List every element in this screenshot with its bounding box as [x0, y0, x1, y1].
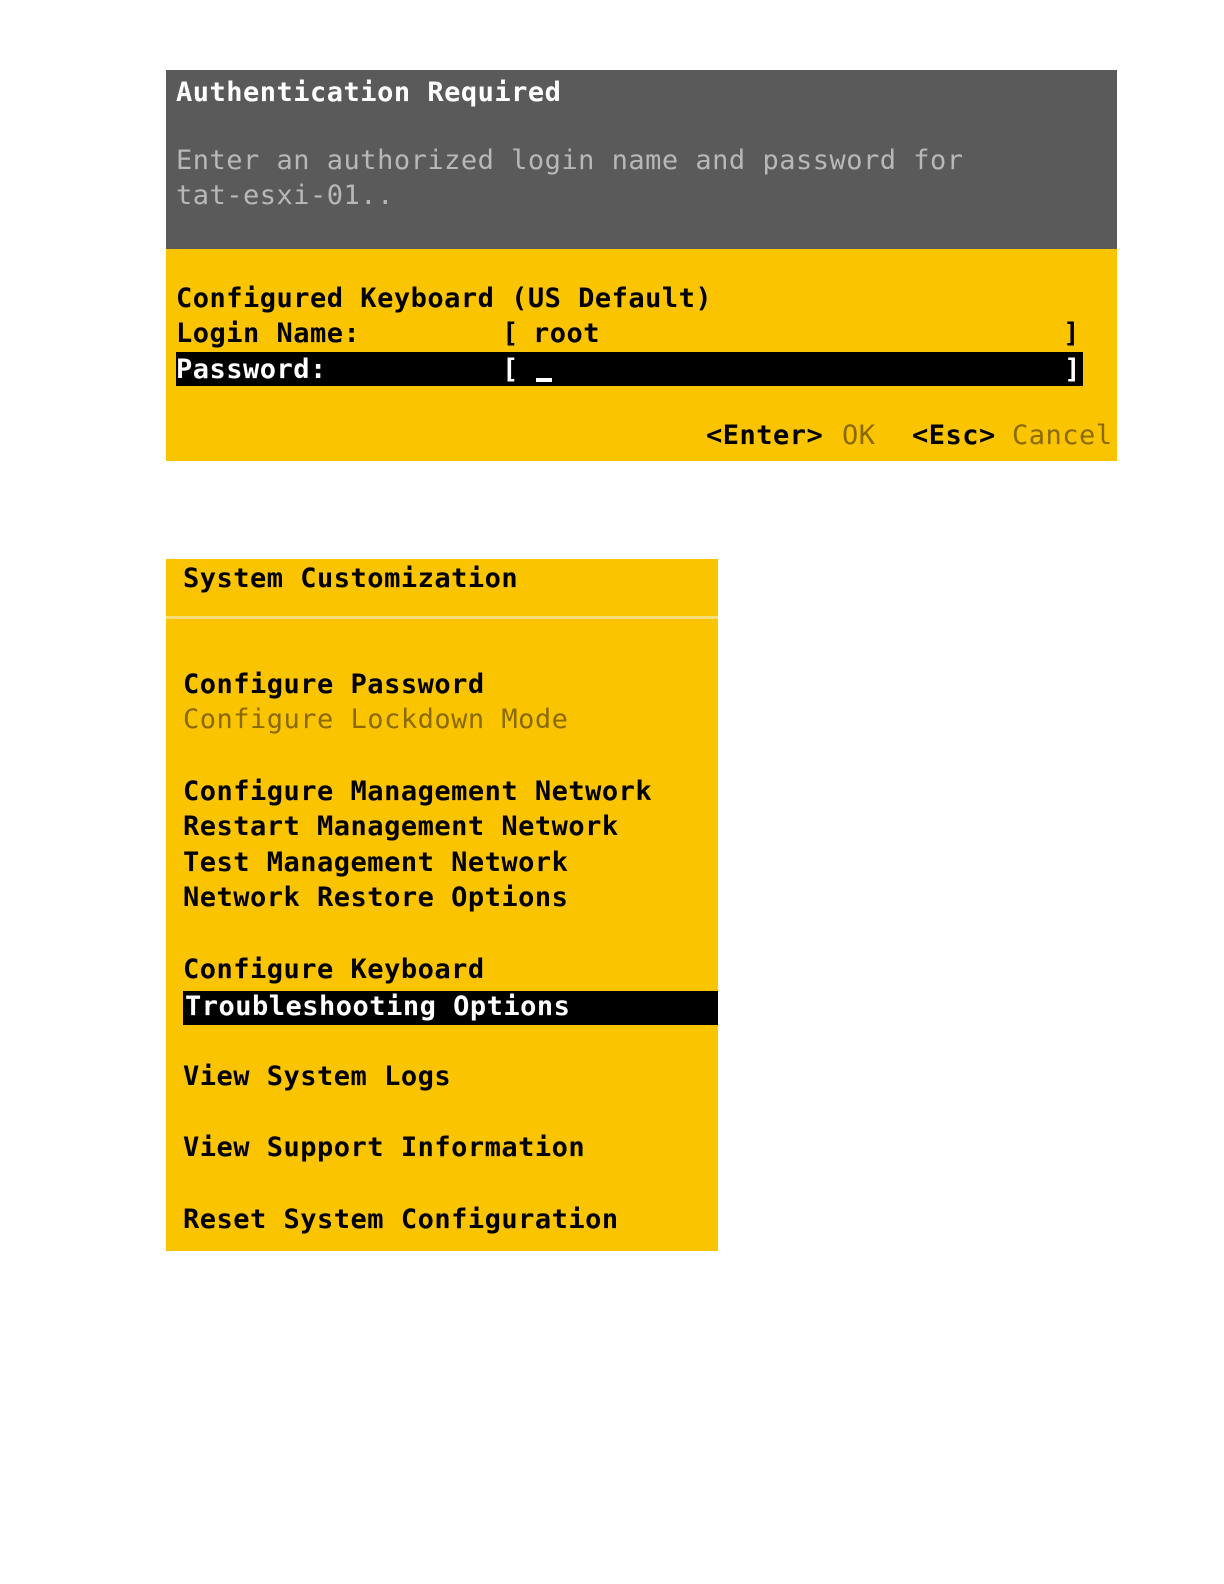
system-customization-panel: [166, 559, 718, 1251]
password-field[interactable]: [176, 352, 1083, 386]
menu-item-troubleshooting-options[interactable]: [183, 991, 718, 1025]
auth-dialog-header: [166, 70, 1117, 249]
enter-key-hint[interactable]: <Enter>: [706, 420, 824, 451]
menu-item-restart-management-network[interactable]: Restart Management Network: [183, 811, 619, 842]
ok-button[interactable]: OK: [842, 420, 876, 451]
login-name-bracket-close: ]: [1063, 318, 1080, 349]
configured-keyboard-label: Configured Keyboard (US Default): [176, 283, 713, 314]
auth-dialog-description: Enter an authorized login name and password for: [176, 145, 964, 176]
menu-item-view-support-information[interactable]: View Support Information: [183, 1132, 586, 1163]
login-name-bracket-open: [: [502, 318, 519, 349]
menu-item-configure-password[interactable]: Configure Password: [183, 669, 485, 700]
login-name-field[interactable]: [176, 316, 1082, 350]
menu-item-configure-management-network[interactable]: Configure Management Network: [183, 776, 653, 807]
menu-item-configure-keyboard[interactable]: Configure Keyboard: [183, 954, 485, 985]
login-name-label: Login Name:: [176, 318, 361, 349]
esc-key-hint[interactable]: <Esc>: [912, 420, 996, 451]
menu-item-reset-system-configuration[interactable]: Reset System Configuration: [183, 1204, 619, 1235]
title-divider: [166, 616, 718, 619]
authentication-dialog: [166, 70, 1117, 461]
login-name-value[interactable]: root: [533, 318, 601, 349]
menu-item-configure-lockdown-mode[interactable]: Configure Lockdown Mode: [183, 704, 569, 735]
menu-item-network-restore-options[interactable]: Network Restore Options: [183, 882, 569, 913]
menu-item-label: Troubleshooting Options: [185, 991, 571, 1022]
auth-dialog-title: Authentication Required: [176, 77, 562, 108]
menu-item-test-management-network[interactable]: Test Management Network: [183, 847, 569, 878]
password-bracket-close: ]: [1064, 354, 1081, 385]
cancel-button[interactable]: Cancel: [1012, 420, 1113, 451]
password-bracket-open: [: [502, 354, 519, 385]
menu-item-view-system-logs[interactable]: View System Logs: [183, 1061, 452, 1092]
password-label: Password:: [176, 354, 327, 385]
auth-dialog-hostname: tat-esxi-01..: [176, 180, 394, 211]
system-customization-title: System Customization: [183, 563, 519, 594]
text-cursor: [536, 378, 552, 382]
